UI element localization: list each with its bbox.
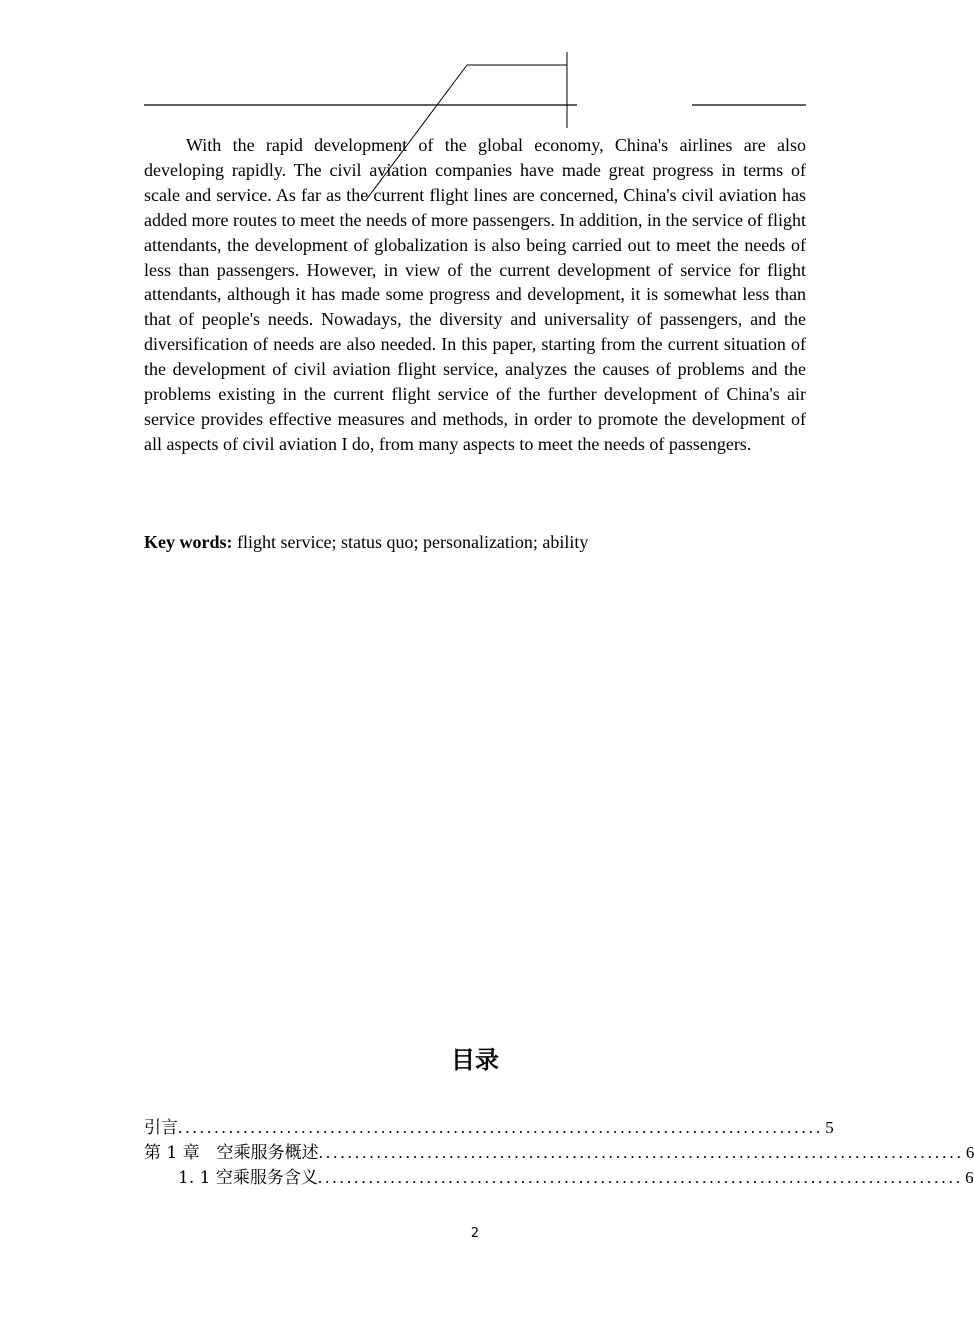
toc-entry[interactable] (144, 1138, 974, 1163)
toc-entry[interactable] (144, 1113, 834, 1138)
toc-entry-text: 第 1 章 空乘服务概述 (144, 1143, 319, 1163)
toc-title: 目录 (451, 1046, 499, 1074)
keywords-text: flight service; status quo; personalization; ability (232, 532, 589, 552)
table-of-contents (144, 1113, 974, 1188)
toc-leader-dots: ......................................................................................... (317, 1168, 964, 1187)
toc-leader-dots: ......................................................................................... (178, 1118, 824, 1137)
keywords-label: Key words: (144, 532, 233, 552)
toc-entry-text: 1. 1 空乘服务含义 (178, 1168, 318, 1188)
page-number: 2 (470, 1226, 480, 1241)
toc-entry-text: 引言 (144, 1118, 178, 1138)
keywords-line (144, 530, 806, 555)
toc-entry-page: 6 (965, 1168, 974, 1187)
toc-leader-dots: ......................................................................................... (318, 1143, 964, 1162)
toc-entry-page: 6 (965, 1143, 974, 1162)
abstract-paragraph: With the rapid development of the global economy, China's airlines are also developing rapidly. The civil aviation companies have made great progress in terms of scale and service. As far as the current flight lines are concerned, China's civil aviation has added more routes to meet the needs of more passengers. In addition, in the service of flight attendants, the development of globalization is also being carried out to meet the needs of less than passengers. However, in view of the current development of service for flight attendants, although it has made some progress and development, it is somewhat less than that of people's needs. Nowadays, the diversity and universality of passengers, and the diversification of needs are also needed. In this paper, starting from the current situation of the development of civil aviation flight service, analyzes the causes of problems and the problems existing in the current flight service of the further development of China's air service provides effective measures and methods, in order to promote the development of all aspects of civil aviation I do, from many aspects to meet the needs of passengers. (144, 135, 806, 454)
toc-entry-page: 5 (825, 1118, 834, 1137)
toc-entry[interactable] (144, 1163, 974, 1188)
